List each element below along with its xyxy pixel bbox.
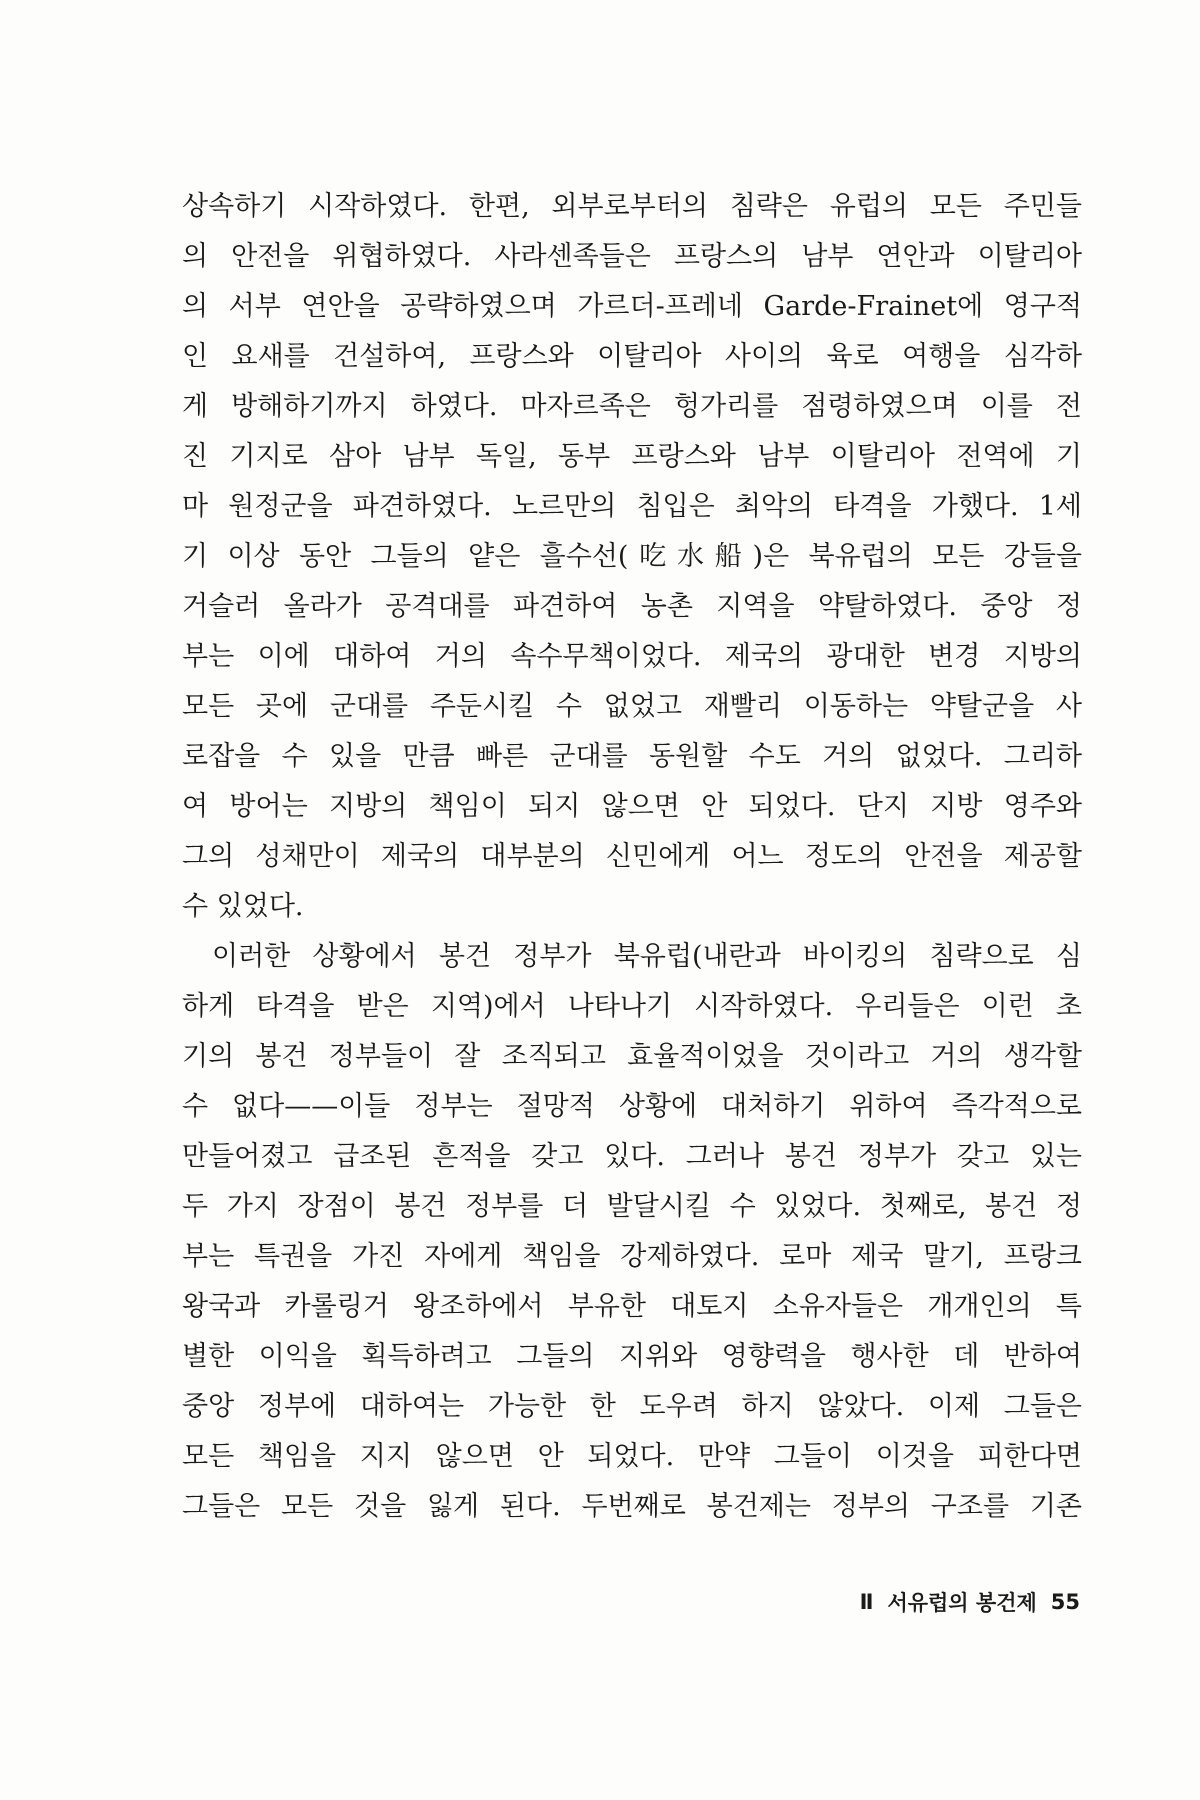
text-line: 게 방해하기까지 하였다. 마자르족은 헝가리를 점령하였으며 이를 전 xyxy=(182,391,1082,422)
text-line: 상속하기 시작하였다. 한편, 외부로부터의 침략은 유럽의 모든 주민들 xyxy=(182,191,1082,222)
text-line: 왕국과 카롤링거 왕조하에서 부유한 대토지 소유자들은 개개인의 특 xyxy=(182,1291,1082,1322)
text-line: 진 기지로 삼아 남부 독일, 동부 프랑스와 남부 이탈리아 전역에 기 xyxy=(182,441,1082,472)
body-text xyxy=(182,182,1082,1532)
chapter-number: Ⅱ xyxy=(859,1590,874,1614)
paragraph-end-line: 수 있었다. xyxy=(182,891,304,922)
text-line: 수 없다——이들 정부는 절망적 상황에 대처하기 위하여 즉각적으로 xyxy=(182,1091,1082,1122)
text-line: 로잡을 수 있을 만큼 빠른 군대를 동원할 수도 거의 없었다. 그리하 xyxy=(182,741,1082,772)
text-line: 인 요새를 건설하여, 프랑스와 이탈리아 사이의 육로 여행을 심각하 xyxy=(182,341,1082,372)
section-title: 서유럽의 봉건제 xyxy=(887,1591,1037,1615)
text-line: 그들은 모든 것을 잃게 된다. 두번째로 봉건제는 정부의 구조를 기존 xyxy=(182,1491,1082,1522)
page-number: 55 xyxy=(1050,1590,1080,1614)
text-line: 마 원정군을 파견하였다. 노르만의 침입은 최악의 타격을 가했다. 1세 xyxy=(182,491,1082,522)
running-footer xyxy=(780,1582,1080,1622)
text-line: 별한 이익을 획득하려고 그들의 지위와 영향력을 행사한 데 반하여 xyxy=(182,1341,1082,1372)
text-line: 거슬러 올라가 공격대를 파견하여 농촌 지역을 약탈하였다. 중앙 정 xyxy=(182,591,1082,622)
text-line: 만들어졌고 급조된 흔적을 갖고 있다. 그러나 봉건 정부가 갖고 있는 xyxy=(182,1141,1082,1172)
text-line: 중앙 정부에 대하여는 가능한 한 도우려 하지 않았다. 이제 그들은 xyxy=(182,1391,1082,1422)
text-line: 여 방어는 지방의 책임이 되지 않으면 안 되었다. 단지 지방 영주와 xyxy=(182,791,1082,822)
text-line: 의 안전을 위협하였다. 사라센족들은 프랑스의 남부 연안과 이탈리아 xyxy=(182,241,1082,272)
text-line: 두 가지 장점이 봉건 정부를 더 발달시킬 수 있었다. 첫째로, 봉건 정 xyxy=(182,1191,1082,1222)
text-line: 부는 특권을 가진 자에게 책임을 강제하였다. 로마 제국 말기, 프랑크 xyxy=(182,1241,1082,1272)
text-line: 그의 성채만이 제국의 대부분의 신민에게 어느 정도의 안전을 제공할 xyxy=(182,841,1082,872)
paragraph-start-line: 이러한 상황에서 봉건 정부가 북유럽(내란과 바이킹의 침략으로 심 xyxy=(212,941,1082,972)
text-line: 의 서부 연안을 공략하였으며 가르더-프레네 Garde-Frainet에 영구적 xyxy=(182,291,1082,322)
text-line: 기 이상 동안 그들의 얕은 흘수선(吃水船)은 북유럽의 모든 강들을 xyxy=(182,541,1082,572)
text-line: 부는 이에 대하여 거의 속수무책이었다. 제국의 광대한 변경 지방의 xyxy=(182,641,1082,672)
text-line: 하게 타격을 받은 지역)에서 나타나기 시작하였다. 우리들은 이런 초 xyxy=(182,991,1082,1022)
text-line: 기의 봉건 정부들이 잘 조직되고 효율적이었을 것이라고 거의 생각할 xyxy=(182,1041,1082,1072)
text-line: 모든 곳에 군대를 주둔시킬 수 없었고 재빨리 이동하는 약탈군을 사 xyxy=(182,691,1082,722)
text-line: 모든 책임을 지지 않으면 안 되었다. 만약 그들이 이것을 피한다면 xyxy=(182,1441,1082,1472)
